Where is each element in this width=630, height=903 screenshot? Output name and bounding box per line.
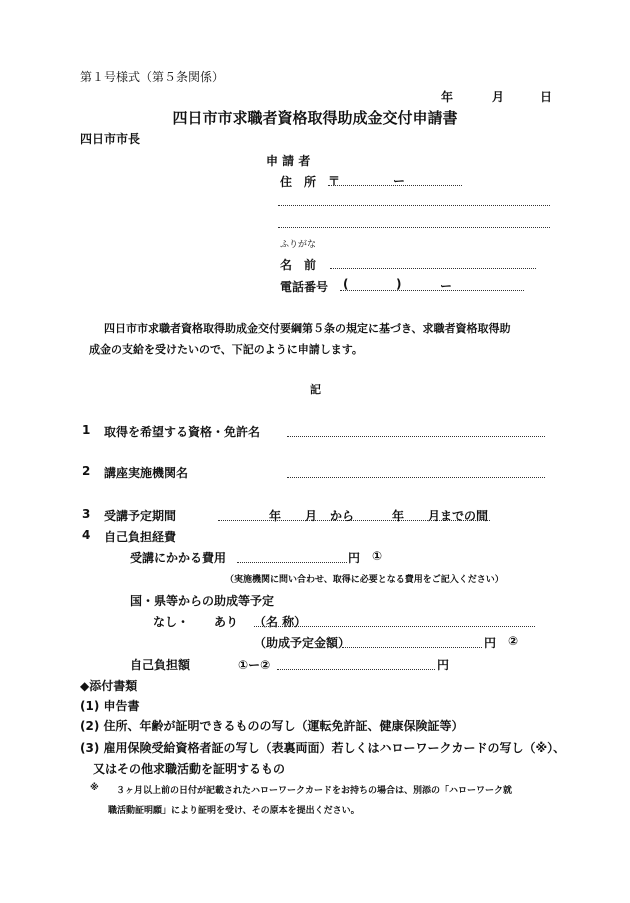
- attachment-3-line-2: 又はその他求職活動を証明するもの: [93, 762, 286, 776]
- item-1-label: 取得を希望する資格・免許名: [104, 425, 261, 439]
- period-year-2: 年: [392, 509, 405, 523]
- item-4-label: 自己負担経費: [104, 530, 177, 544]
- applicant-heading: 申 請 者: [266, 154, 311, 168]
- institution-name-line[interactable]: [287, 477, 545, 478]
- course-cost-label: 受講にかかる費用: [130, 551, 227, 565]
- course-cost-mark: ①: [372, 549, 383, 563]
- date-year: 年: [441, 90, 454, 104]
- attachment-3-line-1: (3) 雇用保険受給資格者証の写し（表裏両面）若しくはハローワークカードの写し（※）、: [80, 741, 566, 755]
- course-cost-unit: 円: [348, 551, 361, 565]
- course-cost-line[interactable]: [237, 562, 347, 563]
- ki-heading: 記: [310, 383, 321, 396]
- period-year-1: 年: [269, 509, 282, 523]
- phone-dash: ー: [440, 279, 453, 293]
- name-line[interactable]: [330, 268, 536, 269]
- postal-dash: ー: [393, 174, 406, 188]
- address-line-1[interactable]: [278, 205, 550, 206]
- statement-line-1: 四日市市求職者資格取得助成金交付要綱第５条の規定に基づき、求職者資格取得助: [104, 322, 511, 335]
- course-cost-note: （実施機関に問い合わせ、取得に必要となる費用をご記入ください）: [225, 575, 504, 585]
- attachment-1: (1) 申告書: [80, 699, 140, 713]
- qualification-name-line[interactable]: [287, 436, 545, 437]
- self-pay-formula: ①ー②: [238, 658, 271, 672]
- subsidy-none-option[interactable]: なし・: [153, 615, 190, 629]
- note-line-1: ３ヶ月以上前の日付が記載されたハローワークカードをお持ちの場合は、別添の「ハローワーク就: [116, 786, 513, 796]
- self-pay-unit: 円: [437, 658, 450, 672]
- item-4-number: 4: [82, 528, 91, 542]
- self-pay-line[interactable]: [277, 669, 435, 670]
- subsidy-yes-option[interactable]: あり: [214, 615, 239, 629]
- self-pay-label: 自己負担額: [130, 658, 191, 672]
- form-number: 第１号様式（第５条関係）: [80, 70, 225, 84]
- subsidy-name-line[interactable]: [254, 626, 535, 627]
- address-line-2[interactable]: [278, 227, 550, 228]
- item-3-number: 3: [82, 507, 91, 521]
- subsidy-name-label: （名 称）: [254, 615, 307, 629]
- subsidy-label: 国・県等からの助成等予定: [130, 594, 275, 608]
- subsidy-amount-line[interactable]: [342, 647, 482, 648]
- subsidy-amount-unit: 円: [484, 636, 497, 650]
- attachments-heading: ◆添付書類: [80, 679, 138, 693]
- item-1-number: 1: [82, 423, 91, 437]
- phone-close-paren: ): [396, 277, 402, 291]
- postal-mark: 〒: [328, 174, 341, 188]
- period-month-1: 月: [305, 509, 318, 523]
- phone-line[interactable]: [340, 290, 524, 291]
- postal-code-line[interactable]: [328, 185, 462, 186]
- item-3-label: 受講予定期間: [104, 509, 177, 523]
- name-label: 名 前: [280, 258, 317, 272]
- page-title: 四日市市求職者資格取得助成金交付申請書: [172, 109, 458, 127]
- date-month: 月: [492, 90, 505, 104]
- furigana-label: ふりがな: [280, 240, 317, 250]
- addressee: 四日市市長: [80, 132, 141, 146]
- note-mark: ※: [90, 783, 99, 793]
- item-2-label: 講座実施機関名: [104, 466, 189, 480]
- period-until: 月までの間: [428, 509, 489, 523]
- phone-open-paren: (: [343, 277, 349, 291]
- date-day: 日: [540, 90, 553, 104]
- period-from: から: [330, 509, 355, 523]
- note-line-2: 職活動証明願」により証明を受け、その原本を提出ください。: [108, 806, 360, 816]
- item-2-number: 2: [82, 464, 91, 478]
- statement-line-2: 成金の支給を受けたいので、下記のように申請します。: [89, 343, 363, 356]
- attachment-2: (2) 住所、年齢が証明できるものの写し（運転免許証、健康保険証等）: [80, 719, 464, 733]
- phone-label: 電話番号: [280, 280, 329, 294]
- subsidy-amount-mark: ②: [508, 634, 519, 648]
- address-label: 住 所: [280, 175, 317, 189]
- subsidy-amount-label: （助成予定金額）: [254, 636, 351, 650]
